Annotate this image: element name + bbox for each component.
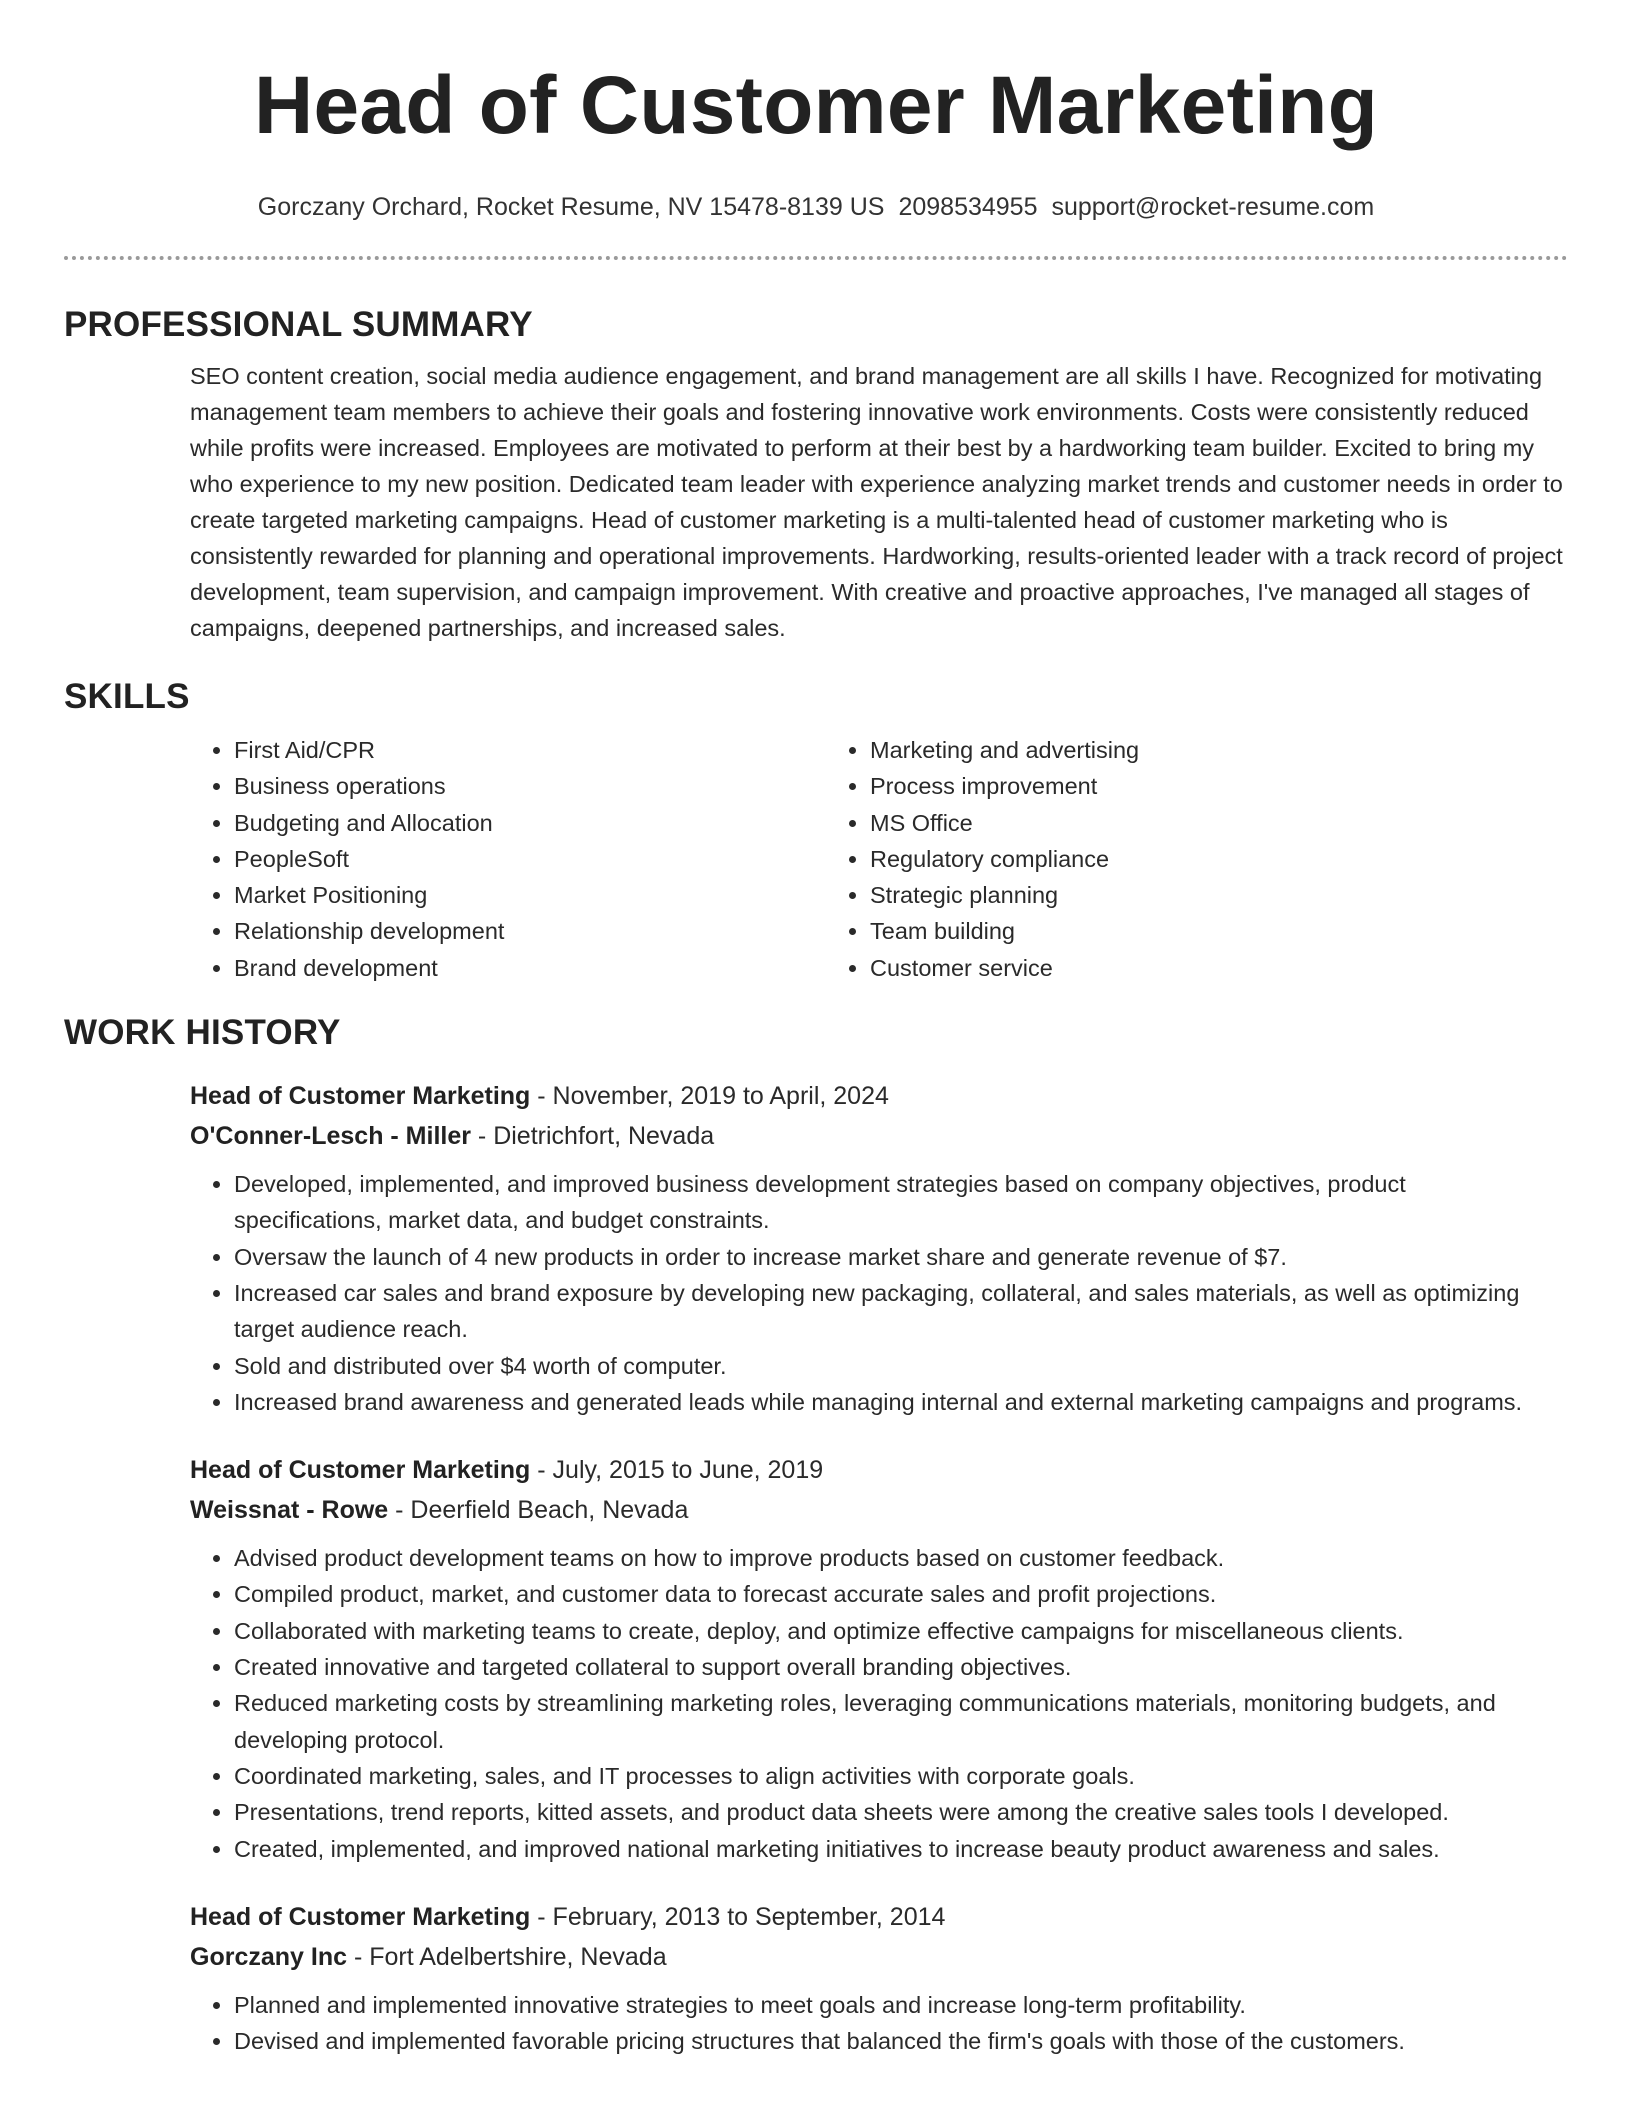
job-bullet: • Sold and distributed over $4 worth of computer. (234, 1348, 1568, 1384)
work-history-heading: WORK HISTORY (64, 1013, 341, 1053)
skills-column-right (826, 732, 1462, 986)
job-location: - Deerfield Beach, Nevada (388, 1496, 689, 1525)
job-entry (190, 1897, 1568, 2060)
job-bullet: • Created innovative and targeted collateral to support overall branding objectives. (234, 1649, 1568, 1685)
header-divider (64, 256, 1568, 260)
job-dates: - November, 2019 to April, 2024 (530, 1082, 889, 1111)
skills-heading: SKILLS (64, 677, 190, 716)
skill-item: • Brand development (234, 950, 826, 986)
job-company-line (190, 1937, 1568, 1977)
contact-phone: 2098534955 (898, 193, 1038, 221)
job-bullet: • Devised and implemented favorable pricing structures that balanced the firm's goals with those of the customers. (234, 2023, 1568, 2059)
job-bullet: • Collaborated with marketing teams to create, deploy, and optimize effective campaigns for miscellaneous clients. (234, 1613, 1568, 1649)
skill-item: • Relationship development (234, 913, 826, 949)
job-title: Head of Customer Marketing (190, 1082, 531, 1111)
contact-info (64, 192, 1568, 222)
job-title-line (190, 1076, 1568, 1116)
summary-heading: PROFESSIONAL SUMMARY (64, 305, 533, 344)
skill-item: • Business operations (234, 768, 826, 804)
skill-item: • Regulatory compliance (870, 841, 1462, 877)
job-title-line (190, 1450, 1568, 1490)
skill-item: • Budgeting and Allocation (234, 805, 826, 841)
skill-item: • Process improvement (870, 768, 1462, 804)
job-bullet: • Increased car sales and brand exposure by developing new packaging, collateral, and sales materials, as well as optimizing target audience reach. (234, 1275, 1568, 1348)
resume-page (64, 0, 1568, 2112)
job-bullets (190, 1987, 1568, 2060)
skills-column-left (190, 732, 826, 986)
job-dates: - July, 2015 to June, 2019 (530, 1456, 824, 1485)
job-entry (190, 1450, 1568, 1867)
job-bullet: • Increased brand awareness and generated leads while managing internal and external marketing campaigns and programs. (234, 1384, 1568, 1420)
job-location: - Fort Adelbertshire, Nevada (347, 1942, 667, 1971)
job-bullets (190, 1166, 1568, 1420)
job-bullets (190, 1540, 1568, 1867)
job-dates: - February, 2013 to September, 2014 (530, 1902, 946, 1931)
job-bullet: • Oversaw the launch of 4 new products in order to increase market share and generate revenue of $7. (234, 1239, 1568, 1275)
job-company: Gorczany Inc (190, 1942, 347, 1971)
job-bullet: • Reduced marketing costs by streamlining marketing roles, leveraging communications materials, monitoring budgets, and developing protocol. (234, 1685, 1568, 1758)
skill-item: • First Aid/CPR (234, 732, 826, 768)
job-company-line (190, 1490, 1568, 1530)
contact-address: Gorczany Orchard, Rocket Resume, NV 15478-8139 US (257, 193, 885, 221)
job-bullet: • Presentations, trend reports, kitted assets, and product data sheets were among the creative sales tools I developed. (234, 1794, 1568, 1830)
job-title-line (190, 1897, 1568, 1937)
job-company: O'Conner-Lesch - Miller (190, 1122, 471, 1151)
job-bullet: • Created, implemented, and improved national marketing initiatives to increase beauty product awareness and sales. (234, 1831, 1568, 1867)
job-entry (190, 1076, 1568, 1420)
job-title: Head of Customer Marketing (190, 1456, 531, 1485)
skill-item: • Team building (870, 913, 1462, 949)
skill-item: • MS Office (870, 805, 1462, 841)
skill-item: • Market Positioning (234, 877, 826, 913)
job-bullet: • Compiled product, market, and customer data to forecast accurate sales and profit projections. (234, 1576, 1568, 1612)
job-bullet: • Coordinated marketing, sales, and IT processes to align activities with corporate goals. (234, 1758, 1568, 1794)
job-title: Head of Customer Marketing (190, 1902, 531, 1931)
skill-item: • PeopleSoft (234, 841, 826, 877)
job-bullet: • Developed, implemented, and improved business development strategies based on company objectives, product specifications, market data, and budget constraints. (234, 1166, 1568, 1239)
skill-item: • Marketing and advertising (870, 732, 1462, 768)
job-location: - Dietrichfort, Nevada (470, 1122, 715, 1151)
job-bullet: • Planned and implemented innovative strategies to meet goals and increase long-term profitability. (234, 1987, 1568, 2023)
skill-item: • Customer service (870, 950, 1462, 986)
resume-name: Head of Customer Marketing (253, 60, 1379, 151)
job-bullet: • Advised product development teams on how to improve products based on customer feedback. (234, 1540, 1568, 1576)
summary-text: SEO content creation, social media audience engagement, and brand management are all skills I have. Recognized for motivating management team members to achieve their goals and fostering innovative work environments. Costs were consistently reduced while profits were increased. Employees are motivated to perform at their best by a hardworking team builder. Excited to bring my who experience to my new position. Dedicated team leader with experience analyzing market trends and customer needs in order to create targeted marketing campaigns. Head of customer marketing is a multi-talented head of customer marketing who is consistently rewarded for planning and operational improvements. Hardworking, results-oriented leader with a track record of project development, team supervision, and campaign improvement. With creative and proactive approaches, I've managed all stages of campaigns, deepened partnerships, and increased sales. (190, 363, 1563, 641)
skill-item: • Strategic planning (870, 877, 1462, 913)
job-company: Weissnat - Rowe (190, 1496, 389, 1525)
skills-list (190, 732, 1568, 986)
contact-email[interactable]: support@rocket-resume.com (1051, 193, 1375, 221)
job-company-line (190, 1116, 1568, 1156)
